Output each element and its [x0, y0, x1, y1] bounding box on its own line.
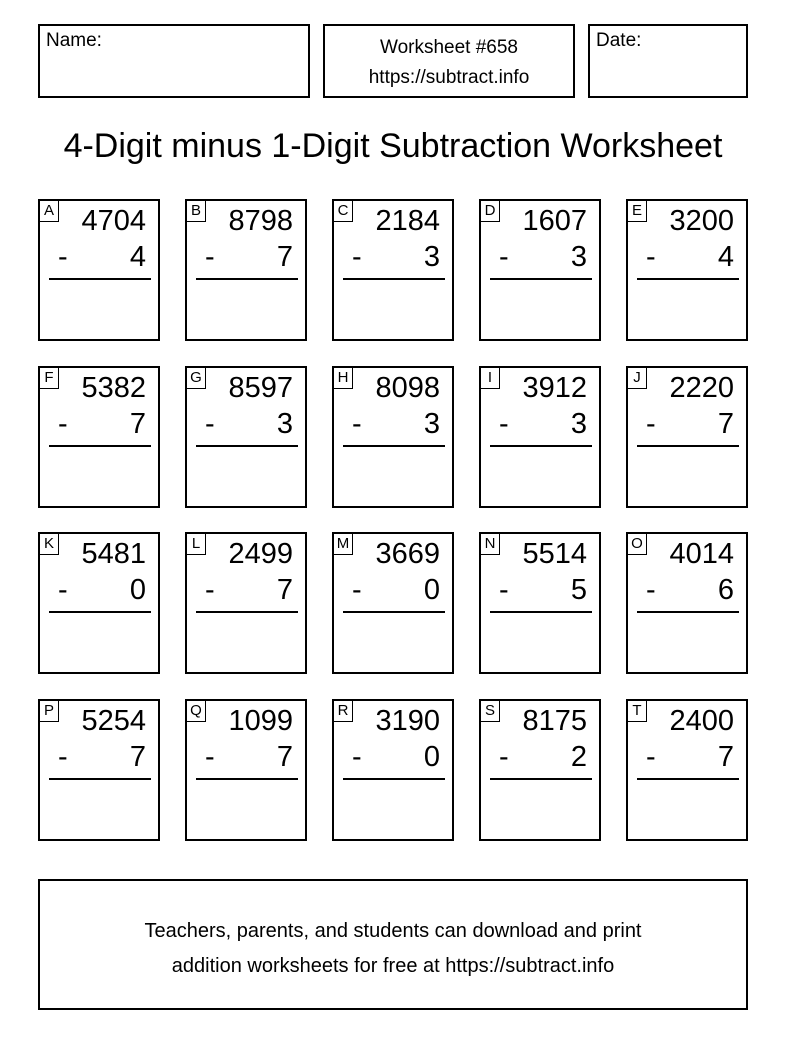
minuend: 2220 [669, 372, 734, 404]
answer-line [637, 445, 739, 447]
subtrahend: 3 [423, 241, 440, 273]
answer-line [637, 278, 739, 280]
footer-line-1: Teachers, parents, and students can download and print [144, 920, 642, 942]
subtrahend: 4 [717, 241, 734, 273]
answer-line [490, 278, 592, 280]
minus-sign: - [205, 574, 215, 606]
worksheet-url: https://subtract.info [368, 67, 530, 88]
answer-line [49, 278, 151, 280]
problem-label: F [39, 367, 59, 389]
minus-sign: - [499, 741, 509, 773]
answer-line [343, 778, 445, 780]
minus-sign: - [499, 574, 509, 606]
minuend: 3669 [375, 538, 440, 570]
problem-label: E [627, 200, 647, 222]
problem-card-c [332, 199, 454, 341]
minus-sign: - [58, 574, 68, 606]
name-label: Name: [46, 30, 102, 51]
minuend: 1607 [522, 205, 587, 237]
problem-label: N [480, 533, 500, 555]
subtrahend: 6 [717, 574, 734, 606]
minus-sign: - [58, 241, 68, 273]
minuend: 2184 [375, 205, 440, 237]
subtrahend: 3 [570, 241, 587, 273]
minuend: 3200 [669, 205, 734, 237]
worksheet-number: Worksheet #658 [379, 37, 518, 58]
minus-sign: - [205, 408, 215, 440]
footer-line-2: addition worksheets for free at https://subtract.info [171, 955, 615, 977]
problem-label: T [627, 700, 647, 722]
minus-sign: - [646, 408, 656, 440]
problem-card-n [479, 532, 601, 674]
problem-label: K [39, 533, 59, 555]
minus-sign: - [499, 408, 509, 440]
problem-card-g [185, 366, 307, 508]
problem-card-b [185, 199, 307, 341]
minuend: 8175 [522, 705, 587, 737]
minus-sign: - [352, 241, 362, 273]
minuend: 3912 [522, 372, 587, 404]
problem-label: O [627, 533, 647, 555]
minuend: 8098 [375, 372, 440, 404]
subtrahend: 7 [129, 408, 146, 440]
minus-sign: - [205, 241, 215, 273]
problem-label: P [39, 700, 59, 722]
problem-card-s [479, 699, 601, 841]
answer-line [196, 611, 298, 613]
name-box [38, 24, 310, 98]
minuend: 4014 [669, 538, 734, 570]
answer-line [490, 611, 592, 613]
subtrahend: 7 [129, 741, 146, 773]
subtrahend: 7 [276, 574, 293, 606]
subtrahend: 0 [423, 574, 440, 606]
minuend: 1099 [228, 705, 293, 737]
minuend: 8798 [228, 205, 293, 237]
minuend: 5514 [522, 538, 587, 570]
subtrahend: 3 [570, 408, 587, 440]
minuend: 4704 [81, 205, 146, 237]
subtrahend: 7 [276, 241, 293, 273]
answer-line [637, 611, 739, 613]
problem-label: B [186, 200, 206, 222]
answer-line [490, 445, 592, 447]
problem-label: C [333, 200, 353, 222]
answer-line [490, 778, 592, 780]
problem-card-e [626, 199, 748, 341]
answer-line [343, 278, 445, 280]
subtrahend: 0 [129, 574, 146, 606]
minus-sign: - [58, 741, 68, 773]
footer-box [38, 879, 748, 1010]
problem-label: S [480, 700, 500, 722]
subtrahend: 0 [423, 741, 440, 773]
minuend: 2400 [669, 705, 734, 737]
answer-line [343, 611, 445, 613]
problem-label: D [480, 200, 500, 222]
problem-label: L [186, 533, 206, 555]
minus-sign: - [205, 741, 215, 773]
problem-label: J [627, 367, 647, 389]
subtrahend: 7 [276, 741, 293, 773]
worksheet-info-box [323, 24, 575, 98]
minuend: 2499 [228, 538, 293, 570]
subtrahend: 7 [717, 408, 734, 440]
answer-line [49, 445, 151, 447]
minus-sign: - [646, 241, 656, 273]
answer-line [343, 445, 445, 447]
answer-line [49, 778, 151, 780]
problem-card-q [185, 699, 307, 841]
page-title: 4-Digit minus 1-Digit Subtraction Worksheet [63, 127, 723, 165]
minuend: 3190 [375, 705, 440, 737]
minus-sign: - [352, 741, 362, 773]
problem-card-m [332, 532, 454, 674]
subtrahend: 3 [276, 408, 293, 440]
answer-line [637, 778, 739, 780]
answer-line [49, 611, 151, 613]
minus-sign: - [646, 574, 656, 606]
problem-card-l [185, 532, 307, 674]
problem-label: G [186, 367, 206, 389]
problem-card-t [626, 699, 748, 841]
problem-label: Q [186, 700, 206, 722]
problem-label: R [333, 700, 353, 722]
problem-card-i [479, 366, 601, 508]
problem-label: A [39, 200, 59, 222]
subtrahend: 5 [570, 574, 587, 606]
minuend: 5254 [81, 705, 146, 737]
problem-card-k [38, 532, 160, 674]
problem-label: M [333, 533, 353, 555]
subtrahend: 7 [717, 741, 734, 773]
problem-card-o [626, 532, 748, 674]
date-label: Date: [596, 30, 642, 51]
subtrahend: 3 [423, 408, 440, 440]
minus-sign: - [58, 408, 68, 440]
minus-sign: - [646, 741, 656, 773]
problem-card-a [38, 199, 160, 341]
minus-sign: - [352, 574, 362, 606]
problem-card-f [38, 366, 160, 508]
answer-line [196, 445, 298, 447]
problem-card-j [626, 366, 748, 508]
minuend: 8597 [228, 372, 293, 404]
subtrahend: 2 [570, 741, 587, 773]
minuend: 5382 [81, 372, 146, 404]
minuend: 5481 [81, 538, 146, 570]
answer-line [196, 278, 298, 280]
problem-label: H [333, 367, 353, 389]
minus-sign: - [352, 408, 362, 440]
subtrahend: 4 [129, 241, 146, 273]
date-box [588, 24, 748, 98]
problem-label: I [480, 367, 500, 389]
problem-card-p [38, 699, 160, 841]
problem-card-r [332, 699, 454, 841]
answer-line [196, 778, 298, 780]
minus-sign: - [499, 241, 509, 273]
problem-card-d [479, 199, 601, 341]
problem-card-h [332, 366, 454, 508]
